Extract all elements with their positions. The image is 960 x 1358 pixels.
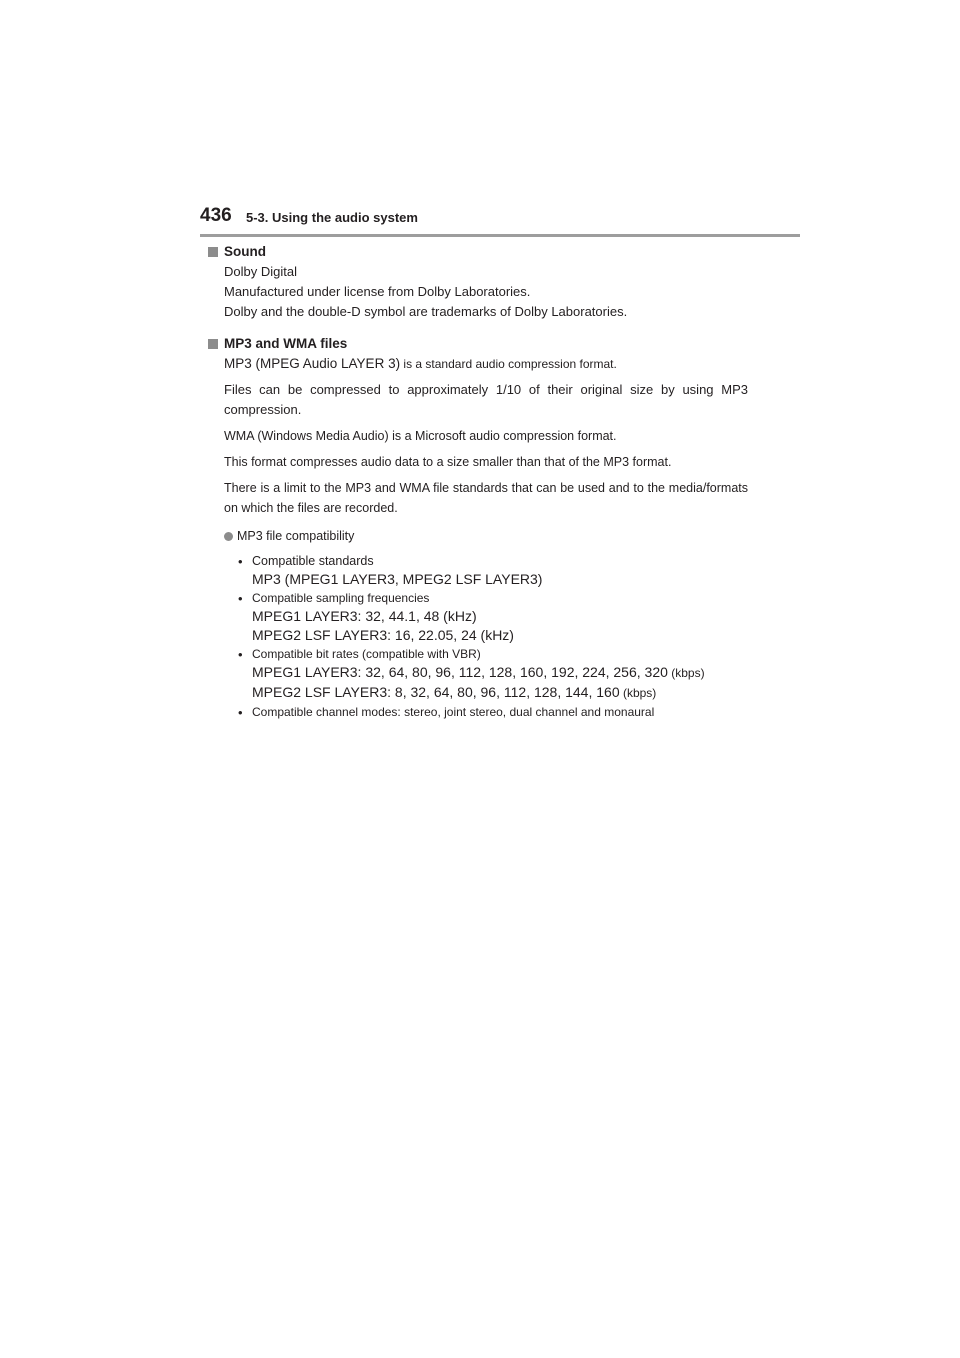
page-content (208, 242, 748, 721)
spec-unit: (kbps) (619, 686, 657, 700)
mp3-compat-heading-text: MP3 file compatibility (237, 529, 355, 543)
spec-value (252, 683, 748, 703)
list-item (238, 645, 748, 703)
list-item (238, 552, 748, 589)
sound-line-2: Manufactured under license from Dolby Laboratories. (224, 284, 531, 299)
mp3-wma-paragraph-2: Files can be compressed to approximately 1/10 of their original size by using MP3 compression. (224, 382, 748, 417)
spec-value: MPEG1 LAYER3: 32, 44.1, 48 (kHz) (252, 608, 477, 624)
square-bullet-icon (208, 339, 218, 349)
header-divider (200, 234, 800, 237)
spec-value: MPEG2 LSF LAYER3: 16, 22.05, 24 (kHz) (252, 627, 514, 643)
spec-title: Compatible bit rates (compatible with VBR) (252, 647, 481, 661)
sound-heading-text: Sound (224, 244, 266, 259)
square-bullet-icon (208, 247, 218, 257)
spec-title: Compatible standards (252, 554, 374, 568)
spec-unit: (kbps) (667, 666, 705, 680)
spec-title: Compatible channel modes: stereo, joint stereo, dual channel and monaural (252, 705, 655, 719)
spec-title: Compatible sampling frequencies (252, 591, 430, 605)
mp3-spec-list (208, 552, 748, 721)
sound-heading (208, 242, 748, 262)
bullet-mark: • (238, 705, 243, 720)
mp3-wma-paragraph-3: WMA (Windows Media Audio) is a Microsoft audio compression format. (224, 429, 617, 443)
circle-bullet-icon (224, 532, 233, 541)
page-number: 436 (200, 205, 232, 226)
bullet-mark: • (238, 591, 243, 606)
spec-value-text: MPEG1 LAYER3: 32, 64, 80, 96, 112, 128, 160, 192, 224, 256, 320 (252, 664, 668, 680)
sound-line-3: Dolby and the double-D symbol are trademarks of Dolby Laboratories. (224, 304, 628, 319)
mp3-wma-heading (208, 334, 748, 354)
list-item (238, 589, 748, 645)
spec-value (252, 663, 748, 683)
spec-value: MP3 (MPEG1 LAYER3, MPEG2 LSF LAYER3) (252, 571, 543, 587)
page-header (200, 204, 800, 236)
mp3-definition-term: MP3 (MPEG Audio LAYER 3) (224, 356, 401, 371)
list-item (238, 703, 748, 721)
spec-value-text: MPEG2 LSF LAYER3: 8, 32, 64, 80, 96, 112, 128, 144, 160 (252, 684, 620, 700)
mp3-compat-heading (208, 526, 748, 546)
mp3-wma-paragraph-5: There is a limit to the MP3 and WMA file standards that can be used and to the media/formats on which the files are recorded. (224, 481, 748, 515)
bullet-mark: • (238, 647, 243, 662)
mp3-wma-paragraph-4: This format compresses audio data to a size smaller than that of the MP3 format. (224, 455, 672, 469)
section-title: 5-3. Using the audio system (246, 210, 418, 225)
mp3-wma-paragraph-1 (208, 354, 748, 374)
mp3-wma-heading-text: MP3 and WMA files (224, 336, 348, 351)
sound-line-1: Dolby Digital (224, 264, 297, 279)
mp3-definition-rest: is a standard audio compression format. (400, 357, 617, 371)
bullet-mark: • (238, 554, 243, 569)
